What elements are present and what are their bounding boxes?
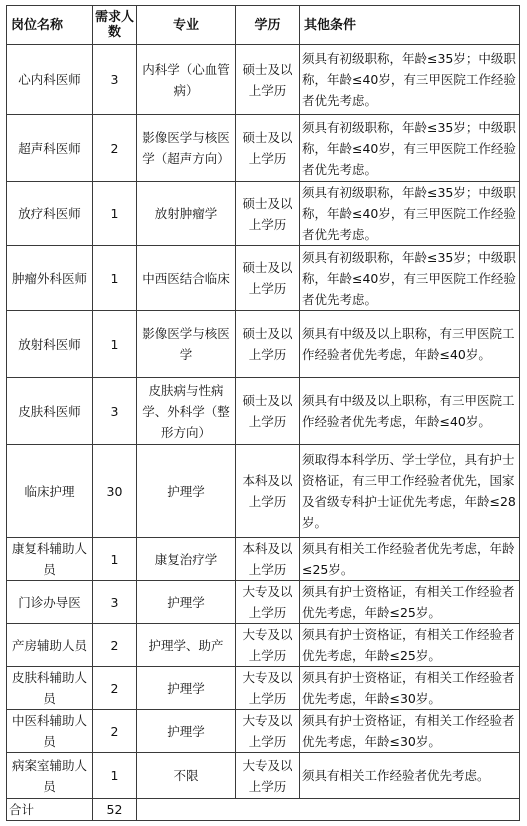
major-cell: 护理学、助产 xyxy=(137,624,236,667)
education-cell: 硕士及以上学历 xyxy=(236,378,300,445)
header-position: 岗位名称 xyxy=(7,6,93,45)
major-cell: 影像医学与核医学（超声方向） xyxy=(137,115,236,182)
conditions-cell: 须具有护士资格证，有相关工作经验者优先考虑，年龄≤25岁。 xyxy=(300,624,520,667)
major-cell: 护理学 xyxy=(137,445,236,538)
position-cell: 皮肤科医师 xyxy=(7,378,93,445)
table-row xyxy=(7,311,520,378)
count-cell: 1 xyxy=(93,538,137,581)
education-cell: 硕士及以上学历 xyxy=(236,311,300,378)
count-cell: 1 xyxy=(93,311,137,378)
count-cell: 30 xyxy=(93,445,137,538)
table-row xyxy=(7,182,520,246)
education-cell: 硕士及以上学历 xyxy=(236,115,300,182)
major-cell: 中西医结合临床 xyxy=(137,246,236,311)
count-cell: 3 xyxy=(93,581,137,624)
position-cell: 产房辅助人员 xyxy=(7,624,93,667)
education-cell: 大专及以上学历 xyxy=(236,753,300,799)
major-cell: 护理学 xyxy=(137,667,236,710)
position-cell: 临床护理 xyxy=(7,445,93,538)
position-cell: 超声科医师 xyxy=(7,115,93,182)
header-conditions: 其他条件 xyxy=(300,6,520,45)
table-row xyxy=(7,581,520,624)
table-row xyxy=(7,115,520,182)
header-education: 学历 xyxy=(236,6,300,45)
education-cell: 硕士及以上学历 xyxy=(236,246,300,311)
position-cell: 皮肤科辅助人员 xyxy=(7,667,93,710)
conditions-cell: 须具有护士资格证，有相关工作经验者优先考虑，年龄≤30岁。 xyxy=(300,667,520,710)
total-count: 52 xyxy=(93,799,137,821)
major-cell: 影像医学与核医学 xyxy=(137,311,236,378)
conditions-cell: 须具有初级职称，年龄≤35岁；中级职称，年龄≤40岁，有三甲医院工作经验者优先考虑。 xyxy=(300,45,520,115)
position-cell: 肿瘤外科医师 xyxy=(7,246,93,311)
position-cell: 心内科医师 xyxy=(7,45,93,115)
major-cell: 康复治疗学 xyxy=(137,538,236,581)
table-row xyxy=(7,378,520,445)
major-cell: 不限 xyxy=(137,753,236,799)
recruitment-table xyxy=(6,5,520,821)
header-row xyxy=(7,6,520,45)
position-cell: 康复科辅助人员 xyxy=(7,538,93,581)
major-cell: 护理学 xyxy=(137,710,236,753)
table-row xyxy=(7,667,520,710)
conditions-cell: 须具有相关工作经验者优先考虑。 xyxy=(300,753,520,799)
major-cell: 内科学（心血管病） xyxy=(137,45,236,115)
table-row xyxy=(7,45,520,115)
count-cell: 1 xyxy=(93,182,137,246)
education-cell: 大专及以上学历 xyxy=(236,624,300,667)
count-cell: 2 xyxy=(93,667,137,710)
major-cell: 护理学 xyxy=(137,581,236,624)
education-cell: 大专及以上学历 xyxy=(236,710,300,753)
position-cell: 放疗科医师 xyxy=(7,182,93,246)
table-row xyxy=(7,538,520,581)
table-row xyxy=(7,753,520,799)
conditions-cell: 须具有中级及以上职称，有三甲医院工作经验者优先考虑，年龄≤40岁。 xyxy=(300,378,520,445)
conditions-cell: 须具有初级职称，年龄≤35岁；中级职称，年龄≤40岁，有三甲医院工作经验者优先考虑。 xyxy=(300,115,520,182)
count-cell: 3 xyxy=(93,378,137,445)
position-cell: 放射科医师 xyxy=(7,311,93,378)
table-row xyxy=(7,624,520,667)
conditions-cell: 须具有相关工作经验者优先考虑，年龄≤25岁。 xyxy=(300,538,520,581)
major-cell: 皮肤病与性病学、外科学（整形方向） xyxy=(137,378,236,445)
education-cell: 硕士及以上学历 xyxy=(236,182,300,246)
count-cell: 1 xyxy=(93,246,137,311)
position-cell: 中医科辅助人员 xyxy=(7,710,93,753)
conditions-cell: 须具有初级职称，年龄≤35岁；中级职称，年龄≤40岁，有三甲医院工作经验者优先考虑。 xyxy=(300,182,520,246)
education-cell: 大专及以上学历 xyxy=(236,581,300,624)
major-cell: 放射肿瘤学 xyxy=(137,182,236,246)
conditions-cell: 须具有护士资格证，有相关工作经验者优先考虑，年龄≤30岁。 xyxy=(300,710,520,753)
education-cell: 大专及以上学历 xyxy=(236,667,300,710)
count-cell: 2 xyxy=(93,710,137,753)
header-major: 专业 xyxy=(137,6,236,45)
count-cell: 2 xyxy=(93,115,137,182)
count-cell: 2 xyxy=(93,624,137,667)
header-count: 需求人数 xyxy=(93,6,137,45)
education-cell: 硕士及以上学历 xyxy=(236,45,300,115)
conditions-cell: 须取得本科学历、学士学位，具有护士资格证，有三甲工作经验者优先，国家及省级专科护士证优先考虑，年龄≤28岁。 xyxy=(300,445,520,538)
total-empty-cell xyxy=(137,799,520,821)
total-label: 合计 xyxy=(7,799,93,821)
table-row xyxy=(7,246,520,311)
education-cell: 本科及以上学历 xyxy=(236,538,300,581)
table-row xyxy=(7,710,520,753)
table-row xyxy=(7,445,520,538)
total-row xyxy=(7,799,520,821)
conditions-cell: 须具有初级职称，年龄≤35岁；中级职称，年龄≤40岁，有三甲医院工作经验者优先考虑。 xyxy=(300,246,520,311)
conditions-cell: 须具有中级及以上职称，有三甲医院工作经验者优先考虑，年龄≤40岁。 xyxy=(300,311,520,378)
education-cell: 本科及以上学历 xyxy=(236,445,300,538)
count-cell: 1 xyxy=(93,753,137,799)
conditions-cell: 须具有护士资格证，有相关工作经验者优先考虑，年龄≤25岁。 xyxy=(300,581,520,624)
position-cell: 门诊办导医 xyxy=(7,581,93,624)
count-cell: 3 xyxy=(93,45,137,115)
position-cell: 病案室辅助人员 xyxy=(7,753,93,799)
